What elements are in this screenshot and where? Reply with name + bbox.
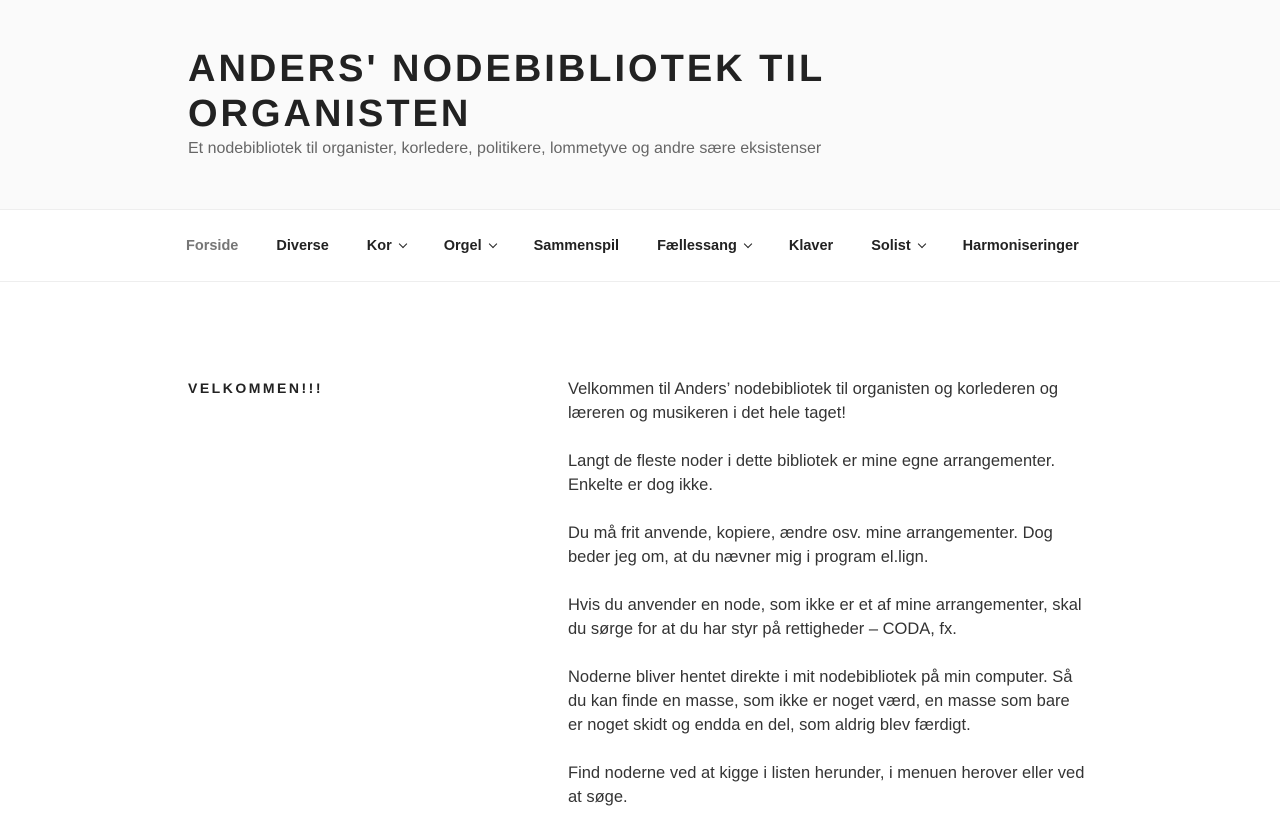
site-header [0,0,1280,210]
content-paragraph: Hvis du anvender en node, som ikke er et af mine arrangementer, skal du sørge for at du har styr på rettigheder – CODA, fx. [568,596,1082,638]
main-content [0,282,1280,806]
nav-item-forside[interactable] [167,238,257,254]
nav-item-label: Fællessang [657,237,737,254]
nav-item-label: Harmoniseringer [962,237,1079,254]
nav-item-label: Forside [186,237,239,254]
page-title: VELKOMMEN!!! [188,380,323,396]
main-navigation [0,210,1280,282]
nav-item-label: Orgel [443,237,482,254]
nav-item-harmoniseringer[interactable] [944,238,1098,254]
site-title[interactable]: ANDERS' NODEBIBLIOTEK TIL ORGANISTEN [188,48,825,135]
nav-item-label: Diverse [276,237,329,254]
nav-item-klaver[interactable] [770,238,852,254]
nav-item-sammenspil[interactable] [515,238,638,254]
content-paragraph: Find noderne ved at kigge i listen herunder, i menuen herover eller ved at søge. [568,764,1085,806]
nav-item-label: Sammenspil [533,237,620,254]
chevron-down-icon [399,239,407,247]
content-paragraph: Langt de fleste noder i dette bibliotek er mine egne arrangementer. Enkelte er dog ikke. [568,452,1056,494]
content-paragraph: Du må frit anvende, kopiere, ændre osv. mine arrangementer. Dog beder jeg om, at du nævner mig i program el.lign. [568,524,1053,566]
content-paragraph: Noderne bliver hentet direkte i mit nodebibliotek på min computer. Så du kan finde en masse, som ikke er noget værd, en masse som bare er noget skidt og endda en del, som aldrig blev færdigt. [568,668,1073,734]
nav-menu [167,210,1098,281]
nav-item-faellessang[interactable] [638,238,770,254]
chevron-down-icon [488,239,496,247]
nav-item-label: Solist [871,237,911,254]
nav-item-label: Kor [366,237,392,254]
entry-content [568,377,1088,833]
chevron-down-icon [744,239,752,247]
nav-item-kor[interactable] [348,238,425,254]
content-paragraph: Velkommen til Anders’ nodebibliotek til organisten og korlederen og læreren og musikeren i det hele taget! [568,380,1059,422]
nav-item-diverse[interactable] [257,238,347,254]
chevron-down-icon [917,239,925,247]
nav-item-solist[interactable] [852,238,943,254]
nav-item-orgel[interactable] [425,238,515,254]
nav-item-label: Klaver [788,237,834,254]
site-description: Et nodebibliotek til organister, korledere, politikere, lommetyve og andre sære eksistenser [188,140,822,157]
